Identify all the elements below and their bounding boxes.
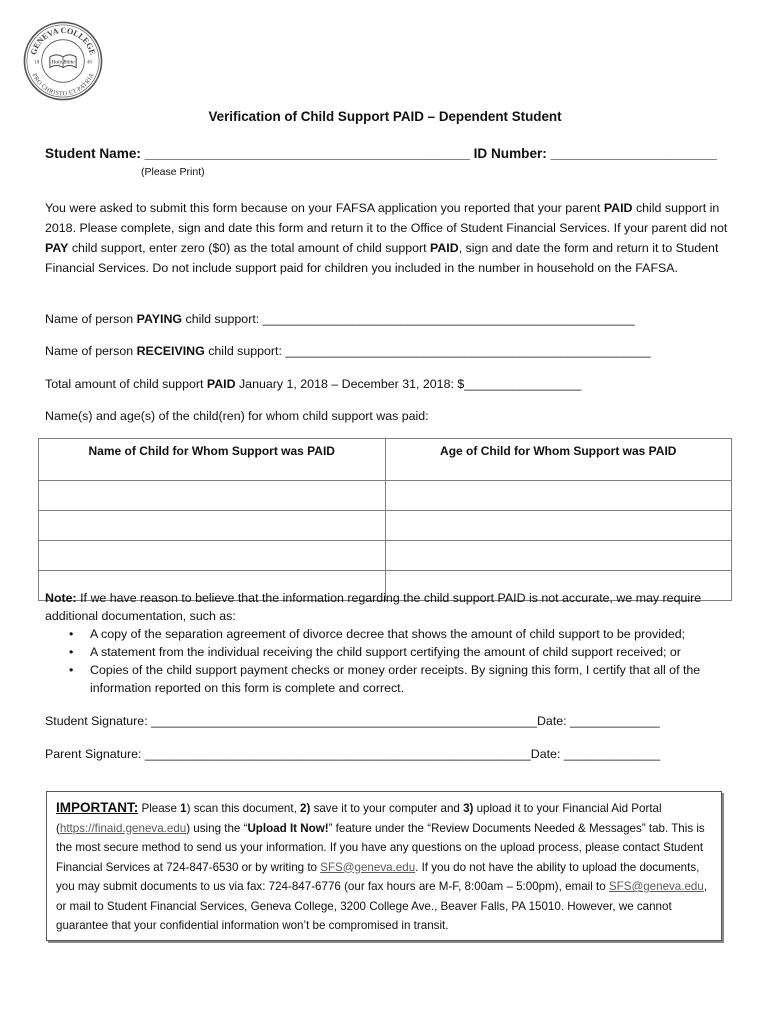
child-name-cell[interactable] [39,541,386,571]
list-item: • A copy of the separation agreement of divorce decree that shows the amount of child support to be provided; [69,627,686,641]
bullet-icon: • [69,663,74,677]
sfs-email-link-2[interactable]: SFS@geneva.edu [608,880,704,893]
student-name-label: Student Name: [45,146,141,161]
child-name-cell[interactable] [39,511,386,541]
note-label: Note: [45,591,77,605]
student-info-row [45,146,717,161]
finaid-portal-link[interactable]: https://finaid.geneva.edu [59,821,187,835]
children-table [38,438,732,601]
seal-year-left: 18 [34,60,40,66]
bullet-icon: • [69,627,74,641]
sfs-email-link[interactable]: SFS@geneva.edu [320,860,416,874]
child-name-cell[interactable] [39,481,386,511]
id-number-field[interactable]: ______________________ [550,146,717,161]
documentation-list [45,625,735,697]
seal-bible-text: Holy Bible [51,59,75,66]
child-age-cell[interactable] [385,481,732,511]
intro-paragraph: You were asked to submit this form because on your FAFSA application you reported that your parent PAID child support in 2018. Please complete, sign and date this form and return it to the Office of Student Financial Services. If your parent did not PAY child support, enter zero ($0) as the total amount of child support PAID, sign and date the form and return it to Student Financial Services. Do not include support paid for children you included in the number in household on the FAFSA. [45,201,728,275]
please-print-hint: (Please Print) [141,166,205,178]
geneva-college-seal-logo [22,20,104,102]
student-name-field[interactable]: ___________________________________________ [144,146,470,161]
parent-signature-field[interactable]: Parent Signature: ________________________________________________________Date: ______________ [45,747,661,761]
seal-name-text: GENEVA COLLEGE [28,26,98,56]
table-row [39,511,732,541]
children-label: Name(s) and age(s) of the child(ren) for whom child support was paid: [45,409,429,423]
child-age-cell[interactable] [385,541,732,571]
receiving-person-field[interactable]: Name of person RECEIVING child support: _____________________________________________________ [45,344,651,358]
important-label: IMPORTANT: [56,800,139,815]
child-name-header: Name of Child for Whom Support was PAID [39,439,386,481]
paying-person-field[interactable]: Name of person PAYING child support: ______________________________________________________ [45,312,635,326]
list-item: • Copies of the child support payment checks or money order receipts. By signing this form, I certify that all of the information reported on this form is complete and correct. [69,663,701,695]
seal-year-right: 48 [86,60,92,66]
child-age-cell[interactable] [385,511,732,541]
id-number-label: ID Number: [473,146,547,161]
table-row [39,541,732,571]
note-section [45,589,735,697]
total-amount-field[interactable]: Total amount of child support PAID January 1, 2018 – December 31, 2018: $_________________ [45,377,582,391]
list-item: • A statement from the individual receiving the child support certifying the amount of child support received; or [69,645,681,659]
note-text: Note: If we have reason to believe that the information regarding the child support PAID is not accurate, we may require additional documentation, such as: [45,591,702,623]
student-signature-field[interactable]: Student Signature: ________________________________________________________Date: _____________ [45,714,660,728]
table-row [39,481,732,511]
important-instructions-box: IMPORTANT: Please 1) scan this document, 2) save it to your computer and 3) upload it to your Financial Aid Portal (https://finaid.geneva.edu) using the “Upload It Now!” feature under the “Review Documents Needed & Messages” tab. This is the most secure method to send us your information. If you have any questions on the upload process, please contact Student Financial Services at 724-847-6530 or by writing to SFS@geneva.edu. If you do not have the ability to upload the documents, you may submit documents to us via fax: 724-847-6776 (our fax hours are M-F, 8:00am – 5:00pm), email to SFS@geneva.edu, or mail to Student Financial Services, Geneva College, 3200 College Ave., Beaver Falls, PA 15010. However, we cannot guarantee that your confidential information won’t be compromised in transit. [46,791,722,941]
form-title: Verification of Child Support PAID – Dependent Student [208,109,562,124]
seal-motto-text: PRO CHRISTO ET PATRIA [30,72,96,98]
child-age-header: Age of Child for Whom Support was PAID [385,439,732,481]
bullet-icon: • [69,645,74,659]
